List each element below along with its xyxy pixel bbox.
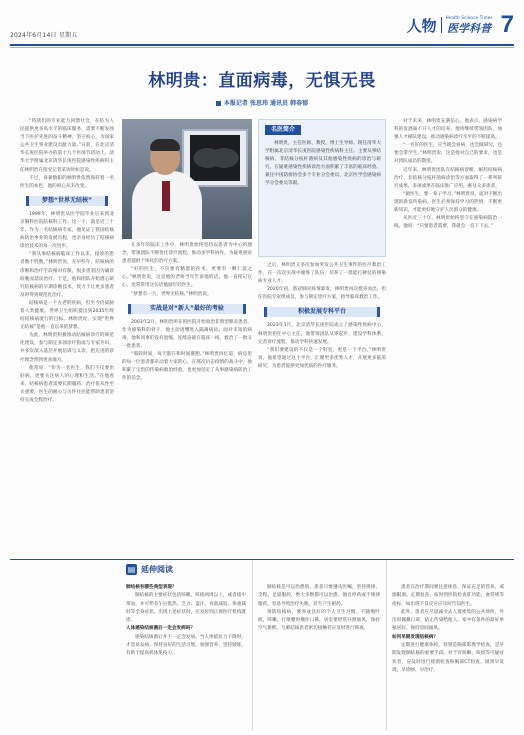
- header-divider: [441, 17, 442, 33]
- issue-date: 2024年6月14日 星期五: [10, 32, 78, 39]
- subheading-dream: 梦想“世界无结核”: [26, 196, 108, 206]
- paragraph: 2003年2月，林明贵所在的医院开始收治非典型肺炎患者。作为感染科的骨干，他主动请缨进入隔离病房。面对未知的病毒，他和同事们没有退缩，连续奋战在临床一线，救治了一批又一批患者。: [122, 319, 252, 349]
- article-column-3: [258, 262, 386, 554]
- column-divider: [252, 560, 253, 730]
- header-brand: [407, 10, 514, 40]
- logo-english: Health Science Times: [445, 14, 493, 20]
- paragraph: “梦想有一天，世界无结核。”林明贵说。: [131, 291, 212, 297]
- answer: 感染结核菌后并不一定会发病。当人体抵抗力下降时，才容易发病。保持良好的生活习惯，加强营养，坚持锻炼，有助于提高机体免疫力。: [126, 634, 246, 657]
- byline-square-icon: [216, 101, 221, 106]
- paragraph: 结核病是一个古老的疾病，但至今仍威胁着人类健康。世界卫生组织提出到2035年终结结核病流行的目标。林明贵说，实现“世界无结核”是他一直以来的梦想。: [20, 300, 114, 331]
- further-reading-column-2: [258, 584, 380, 726]
- paragraph: 他常说：“作为一名医生，我们不仅要治好病，更要关注病人的心理和生活。”在他看来，结核病患者需要长期服药，治疗依从性至关重要，医生的耐心与关怀往往能帮助患者坚持完成全程治疗。: [20, 365, 114, 403]
- chest-xray-film: [190, 135, 240, 181]
- paragraph: 在多年的临床工作中，林明贵始终坚持以患者为中心的理念，带领团队不断优化诊疗流程，推动多学科协作，为疑难重症患者提供个体化的治疗方案。: [122, 243, 252, 265]
- doctor-photo: [122, 119, 252, 239]
- further-reading-column-3: [392, 584, 504, 726]
- further-reading-column-1: [126, 584, 246, 726]
- byline-text: 本报记者 张思玮 通讯员 韩春郁: [223, 100, 309, 107]
- publication-logo: [446, 15, 493, 36]
- further-reading-rule: [10, 559, 514, 560]
- paragraph: 从医近三十年，林明贵始终坚守在感染病防治一线。他说：“只要患者需要，我就会一直干下去。”: [394, 216, 502, 230]
- paragraph: 近年来，林明贵团队在结核病诊断、耐药结核病治疗、非结核分枝杆菌病诊治等方面取得了一系列研究成果，多项成果在临床推广应用，惠及众多患者。: [394, 167, 502, 189]
- paragraph: “我们要建设的不仅是一个科室，更是一个平台。”林明贵说，他希望通过这个平台，汇聚更多优秀人才，开展更多临床研究，为患者提供更加优质的医疗服务。: [258, 347, 386, 369]
- paragraph: 2023年1月，北京清华长庚医院成立了感染性疾病中心，林明贵担任中心主任。他带领团队从零起步，建设学科体系，完善诊疗流程，推动学科快速发展。: [258, 323, 386, 345]
- book-icon: ▤: [127, 565, 136, 574]
- paragraph: “好的医生，不仅要有精湛的医术，更要有一颗仁爱之心。”林明贵说，这是他的老师当年告诉他的话，他一直铭记在心，也常常用这句话勉励年轻医生。: [122, 267, 252, 289]
- question: 人体感染结核菌后一定会发病吗？: [126, 626, 195, 632]
- paragraph: 不过，身兼数职的林明贵依然保持着一名医生的本色，他的初心从未改变。: [20, 175, 114, 189]
- paragraph: “做医生，要一辈子学习。”林明贵说，面对不断出现的新发传染病，医生必须保持学习的热情，不断更新知识，才能更好地守护人民群众的健康。: [394, 191, 502, 214]
- answer: 肺结核的主要症状包括咳嗽、咳痰两周以上，或者痰中带血，并可伴有午后低热、乏力、盗汗、食欲减退、体重减轻等全身症状。出现上述症状时，应及时到正规医疗机构就诊。: [126, 593, 246, 624]
- paragraph: “我从事结核病临床工作以来，接诊的患者数不胜数。”林明贵说，在早些年，结核病的诊断和治疗手段相对有限，很多患者因为确诊较晚而延误治疗。于是，他和团队开始潜心研究结核病的早期诊断技术，致力于让更多患者及时得到规范化治疗。: [20, 252, 114, 298]
- answer: 定期进行健康体检，特别是胸部影像学检查，是早期发现肺结核的重要手段。对于有咳嗽、咳痰等可疑症状者，应及时进行痰菌检查和胸部CT检查，做到早发现、早诊断、早治疗。: [392, 643, 504, 673]
- article-column-4: [394, 118, 502, 554]
- question: 如何早期发现结核病？: [392, 634, 438, 640]
- article-column-2: [122, 242, 252, 554]
- subheading-practice: 实战是对“新人”最好的考验: [128, 304, 246, 314]
- profile-text: 林明贵，主任医师、教授，博士生导师。现任清华大学附属北京清华长庚医院感染性疾病科主任。主要从事结核病、非结核分枝杆菌病及其他感染性疾病的诊治与研究，在疑难感染性疾病诊治方面积累了丰富的临床经验。兼任中国防痨协会多个专业分会委员、北京医学会感染病学分会委员等职。: [265, 141, 381, 187]
- doctor-profile-box: [258, 119, 386, 257]
- profile-tag: 名医简介: [265, 125, 301, 135]
- answer: 患者在治疗期间要注意休息，保证充足的营养，戒烟限酒。定期复查，按时到医院检查肝功能、血常规等指标，如出现不良反应应及时告知医生。: [392, 585, 504, 607]
- further-reading-title: 延伸阅读: [141, 565, 173, 574]
- paragraph: “一名好的医生，应当既会看病，也会做研究，还要会带学生。”林明贵说，这是他对自己的要求，也是对团队成员的期望。: [394, 143, 502, 165]
- page-header: [10, 10, 514, 44]
- logo-chinese: 医学科普: [447, 21, 492, 35]
- paragraph: “将我们的专业能力回馈社会，在结为人民提供更多高水平的临床服务，需要不断发扬当下医护先进的奋斗精神，坚守初心，为国家公共卫生事业建设贡献力量。”日前，在北京清华长庚医院举办的第十九个医师节活动上，清华大学附属北京清华长庚医院感染性疾病科主任林明贵在接受记者采访时如是说。: [20, 119, 114, 173]
- subheading-platform: 积极发展专科平台: [264, 307, 380, 317]
- paragraph: 1999年，林明贵从医学院毕业后来到北京胸科医院结核科工作。这一干，就是近三十年。作为一名结核病专家，他见证了我国结核病防治事业的发展历程，也亲身经历了结核病诊治技术的每一次进步。: [20, 211, 114, 250]
- paragraph: 对于未来，林明贵充满信心。他表示，感染病学科的发展离不开人才的培养，他将继续带领团队，加强人才梯队建设，推动感染病诊疗水平的不断提高。: [394, 119, 502, 141]
- section-name: 人物: [406, 16, 437, 35]
- header-rule-thin: [10, 47, 514, 48]
- further-reading-header: [126, 564, 173, 575]
- article-title: 林明贵：直面病毒，无惧无畏: [148, 71, 376, 91]
- column-divider: [386, 560, 387, 730]
- paragraph: 为此，林明贵积极推动结核病诊疗的规范化建设，参与制定多项诊疗指南与专家共识，并多次深入基层开展培训与义诊，把先进的诊疗理念带到更多地方。: [20, 333, 114, 363]
- article-column-1: [20, 118, 114, 554]
- answer: 预防结核病，要养成良好的个人卫生习惯，不随地吐痰，咳嗽、打喷嚏时掩住口鼻。居室要经常开窗通风，保持空气新鲜。与肺结核患者密切接触者应及时进行筛查。: [258, 609, 380, 632]
- article-byline: [0, 98, 524, 107]
- paragraph: 之后，林明贵又多次参加突发公共卫生事件的医疗救治工作，在一次次实战中锤炼了队伍，培养了一批能打硬仗的感染病专业人才。: [258, 263, 386, 285]
- answer: 肺结核是可以治愈的。患者只要遵从医嘱，坚持规律、全程、足量服药，绝大多数都可以治愈。擅自停药或不规律服药，容易导致治疗失败，甚至产生耐药。: [258, 585, 380, 607]
- question: 肺结核有哪些典型表现？: [126, 585, 177, 590]
- paragraph: 2020年初，新冠肺炎疫情暴发，林明贵再次挺身而出，担任医院专家组成员，参与制定诊疗方案，指导临床救治工作。: [258, 287, 386, 301]
- header-rule: [10, 44, 514, 46]
- answer: 此外，患者应尽量减少去人群密集的公共场所，外出时佩戴口罩，防止传染给他人。家中有条件的最好单独居住，保持房间通风。: [392, 609, 504, 632]
- page-number: 7: [500, 11, 514, 38]
- paragraph: “那段时间，每天都在和时间赛跑。”林明贵回忆道，病房里的每一位患者都牵动着大家的心。在那次抗击疫情的战斗中，他积累了宝贵的传染病救治经验，也更加坚定了从事感染病防治工作的信念。: [122, 352, 252, 382]
